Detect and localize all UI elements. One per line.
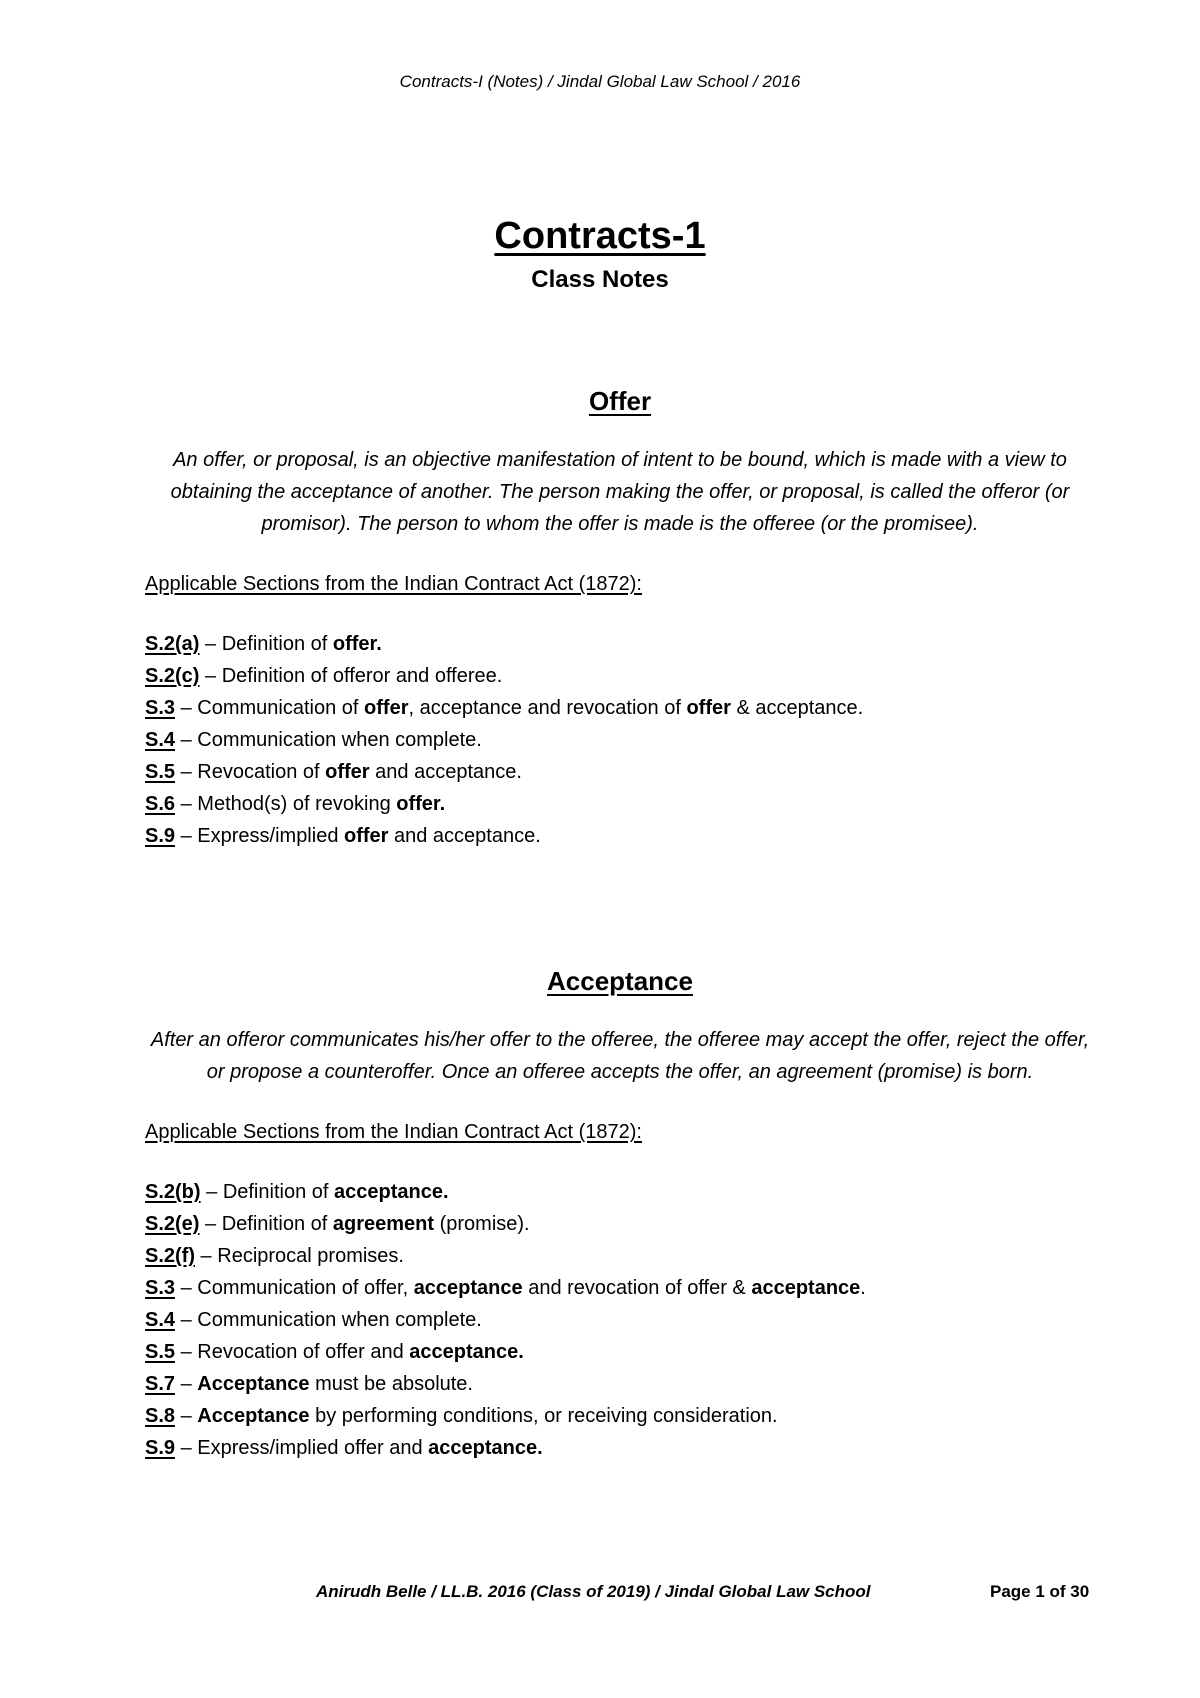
section-text: . <box>860 1277 866 1299</box>
section-text: Revocation of <box>197 761 326 783</box>
running-header: Contracts-I (Notes) / Jindal Global Law School / 2016 <box>399 72 801 91</box>
section-item <box>145 820 1095 852</box>
section-dash: – <box>175 825 198 847</box>
offer-heading: Offer <box>588 386 652 416</box>
section-text: Express/implied offer and <box>197 1437 429 1459</box>
section-item <box>145 628 1095 660</box>
footer-author: Anirudh Belle / LL.B. 2016 (Class of 2019) / Jindal Global Law School <box>316 1582 871 1601</box>
section-text: Communication when complete. <box>197 1309 482 1331</box>
section-code: S.2(a) <box>145 633 200 655</box>
section-code: S.2(e) <box>145 1213 200 1235</box>
section-dash: – <box>175 1309 198 1331</box>
section-item <box>145 1336 1095 1368</box>
section-item <box>145 756 1095 788</box>
section-code: S.3 <box>145 697 176 719</box>
section-text: Reciprocal promises. <box>217 1245 404 1267</box>
section-keyword: offer. <box>396 793 446 815</box>
section-text: Express/implied <box>197 825 344 847</box>
section-text: and acceptance. <box>369 761 522 783</box>
section-dash: – <box>175 1405 198 1427</box>
page-title: Contracts-1 <box>494 215 706 257</box>
section-text: Communication of <box>197 697 365 719</box>
section-item <box>145 1176 1095 1208</box>
offer-section <box>145 384 1095 852</box>
acceptance-sections-list <box>145 1176 1095 1464</box>
title-block <box>0 212 1200 296</box>
section-dash: – <box>175 1341 198 1363</box>
section-text: by performing conditions, or receiving consideration. <box>309 1405 778 1427</box>
section-dash: – <box>175 1277 198 1299</box>
section-dash: – <box>175 697 198 719</box>
section-code: S.2(b) <box>145 1181 201 1203</box>
section-item <box>145 724 1095 756</box>
section-text: Method(s) of revoking <box>197 793 397 815</box>
section-item <box>145 1272 1095 1304</box>
section-item <box>145 1240 1095 1272</box>
section-keyword: offer. <box>332 633 382 655</box>
page-number: Page 1 of 30 <box>990 1582 1090 1601</box>
section-dash: – <box>199 1213 222 1235</box>
section-item <box>145 660 1095 692</box>
section-keyword: agreement <box>332 1213 435 1235</box>
acceptance-section <box>145 964 1095 1464</box>
section-dash: – <box>175 1437 198 1459</box>
acceptance-heading: Acceptance <box>547 966 693 996</box>
section-text: Communication of offer, <box>197 1277 414 1299</box>
section-keyword: offer <box>344 825 389 847</box>
section-keyword: acceptance <box>751 1277 861 1299</box>
section-text: must be absolute. <box>309 1373 473 1395</box>
section-text: & acceptance. <box>730 697 864 719</box>
section-text: Definition of <box>221 633 333 655</box>
section-code: S.9 <box>145 825 176 847</box>
section-dash: – <box>200 1181 223 1203</box>
section-text: , acceptance and revocation of <box>408 697 687 719</box>
section-code: S.5 <box>145 761 176 783</box>
offer-act-heading: Applicable Sections from the Indian Contract Act (1872): <box>145 573 642 595</box>
section-keyword: offer <box>325 761 370 783</box>
section-dash: – <box>199 665 222 687</box>
section-code: S.6 <box>145 793 176 815</box>
section-code: S.2(c) <box>145 665 200 687</box>
section-text: Definition of offeror and offeree. <box>221 665 503 687</box>
section-code: S.9 <box>145 1437 176 1459</box>
section-code: S.5 <box>145 1341 176 1363</box>
page-subtitle: Class Notes <box>531 266 669 293</box>
section-code: S.3 <box>145 1277 176 1299</box>
section-text: (promise). <box>434 1213 530 1235</box>
section-keyword: offer <box>686 697 731 719</box>
section-item <box>145 692 1095 724</box>
section-code: S.8 <box>145 1405 176 1427</box>
section-code: S.2(f) <box>145 1245 195 1267</box>
section-item <box>145 1432 1095 1464</box>
section-text: Definition of <box>221 1213 333 1235</box>
section-code: S.7 <box>145 1373 176 1395</box>
section-code: S.4 <box>145 729 176 751</box>
section-dash: – <box>199 633 222 655</box>
section-dash: – <box>175 1373 198 1395</box>
section-text: Communication when complete. <box>197 729 482 751</box>
section-text: and revocation of offer & <box>522 1277 752 1299</box>
section-keyword: acceptance. <box>428 1437 543 1459</box>
section-dash: – <box>195 1245 218 1267</box>
section-text: Revocation of offer and <box>197 1341 410 1363</box>
section-code: S.4 <box>145 1309 176 1331</box>
section-dash: – <box>175 729 198 751</box>
acceptance-act-heading: Applicable Sections from the Indian Contract Act (1872): <box>145 1121 642 1143</box>
section-keyword: Acceptance <box>197 1405 310 1427</box>
section-item <box>145 788 1095 820</box>
section-item <box>145 1304 1095 1336</box>
section-item <box>145 1400 1095 1432</box>
offer-sections-list <box>145 628 1095 852</box>
section-dash: – <box>175 793 198 815</box>
section-keyword: acceptance. <box>333 1181 449 1203</box>
section-text: Definition of <box>222 1181 334 1203</box>
offer-definition: An offer, or proposal, is an objective manifestation of intent to be bound, which is made with a view to obtaining the acceptance of another. The person making the offer, or proposal, is called the offeror (or promisor). The person to whom the offer is made is the offeree (or the promisee). <box>170 449 1070 535</box>
section-keyword: offer <box>364 697 409 719</box>
section-item <box>145 1208 1095 1240</box>
section-item <box>145 1368 1095 1400</box>
section-keyword: acceptance <box>413 1277 523 1299</box>
section-keyword: acceptance. <box>409 1341 524 1363</box>
section-dash: – <box>175 761 198 783</box>
acceptance-definition: After an offeror communicates his/her offer to the offeree, the offeree may accept the offer, reject the offer, or propose a counteroffer. Once an offeree accepts the offer, an agreement (promise) is born. <box>150 1029 1090 1083</box>
section-text: and acceptance. <box>388 825 541 847</box>
section-keyword: Acceptance <box>197 1373 310 1395</box>
